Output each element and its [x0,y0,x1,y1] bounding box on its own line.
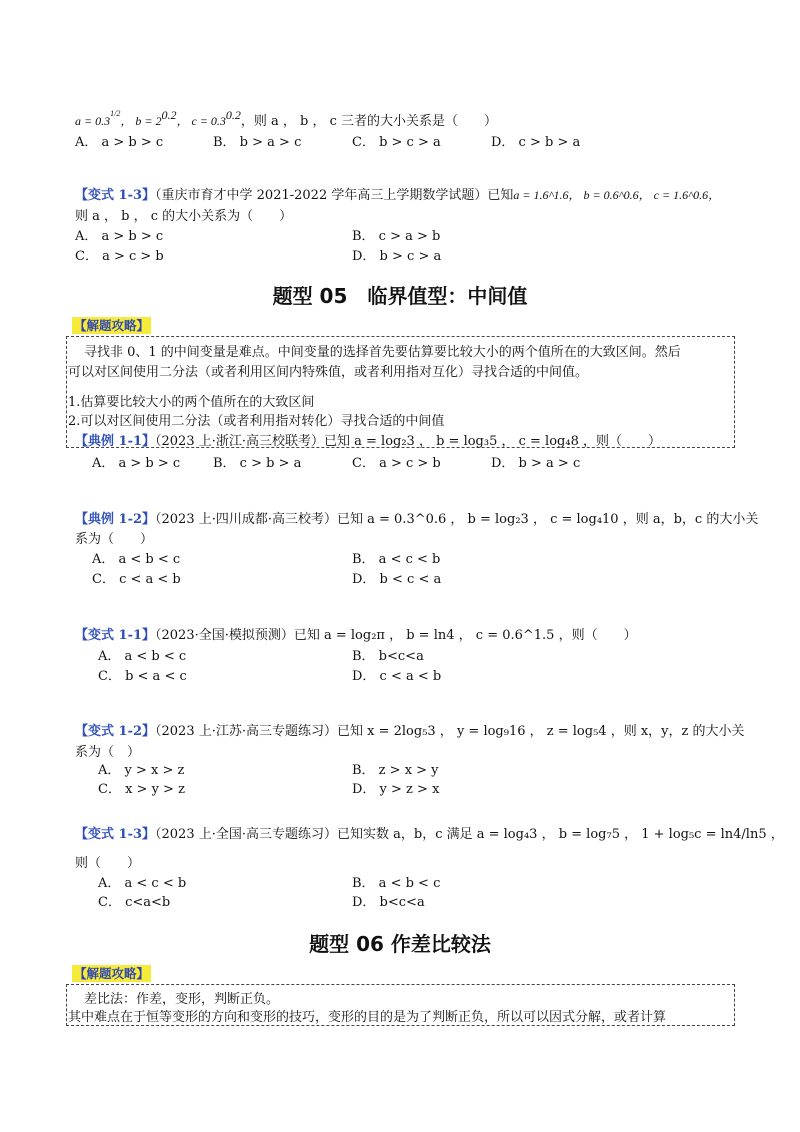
option-a: A． a < c < b [98,876,187,891]
question-line2: 则 a ， b ， c 的大小关系为（ ） [75,209,293,224]
variant-tag: 【变式 1-3】 [75,827,156,842]
strategy-line: 2.可以对区间使用二分法（或者利用指对转化）寻找合适的中间值 [68,414,445,429]
q1-a-exp: 1/2 [110,109,121,118]
option-b: B． c > b > a [213,456,302,471]
question-text: （2023·全国·模拟预测）已知 a = log₂π ， b = ln4 ， c = 0.6^1.5 ，则（ ） [155,628,637,643]
variant-tag: 【变式 1-1】 [75,628,156,643]
strategy-tag: 【解题攻略】 [74,318,150,333]
option-a: A． a > b > c [92,456,181,471]
variant-tag: 【变式 1-2】 [75,724,156,739]
option-a: A． a < b < c [98,649,187,664]
question-stem [75,184,720,203]
option-c: C． x > y > z [98,782,185,797]
variant-tag: 【变式 1-3】 [75,188,156,203]
option-a: A． a < b < c [92,552,181,567]
q1-tail: ，则 a ， b ， c 三者的大小关系是（ ） [240,114,498,129]
option-b: B． a < c < b [352,552,441,567]
option-d: D． b > c > a [352,249,442,264]
option-c: C． b < a < c [98,669,187,684]
question-expr: a = 1.6^1.6， b = 0.6^0.6， c = 1.6^0.6， [513,188,721,202]
strategy-tag: 【解题攻略】 [74,966,150,981]
strategy-line: 其中难点在于恒等变形的方向和变形的技巧，变形的目的是为了判断正负，所以可以因式分解，或者计算 [68,1010,667,1025]
option-d: D． b < c < a [352,572,442,587]
section-title: 题型 05 临界值型：中间值 [272,284,528,308]
option-b: B． z > x > y [352,763,439,778]
option-d: D． b > a > c [491,456,581,471]
option-c: C． c<a<b [98,895,171,910]
strategy-line: 差比法：作差，变形，判断正负。 [84,992,280,1007]
option-b: B． c > a > b [352,229,441,244]
question-line2: 系为（ ） [75,745,141,760]
question-line2: 则（ ） [75,856,141,871]
option-c: C． c < a < b [92,572,181,587]
question-text: （2023 上·全国·高三专题练习）已知实数 a，b，c 满足 a = log₄3 ， b = log₇5 ， 1 + log₅c = ln4/ln5 ， [155,827,784,842]
option-d: D． y > z > x [352,782,440,797]
option-d: D． b<c<a [352,895,425,910]
strategy-line: 1.估算要比较大小的两个值所在的大致区间 [68,395,315,410]
q1-c: ， c = 0.3 [176,114,226,128]
question-source: （重庆市育才中学 2021-2022 学年高三上学期数学试题）已知 [155,188,514,203]
question-stem [75,108,497,129]
question-stem [75,430,661,449]
question-stem [75,508,758,527]
section-title: 题型 06 作差比较法 [309,932,491,956]
option-c: C． b > c > a [352,135,441,150]
option-c: C． a > c > b [75,249,164,264]
example-tag: 【典例 1-1】 [75,434,156,449]
option-b: B． a < b < c [352,876,441,891]
question-text: （2023 上·浙江·高三校联考）已知 a = log₂3 ， b = log₃5 ， c = log₄8 ，则（ ） [155,434,661,449]
example-tag: 【典例 1-2】 [75,512,156,527]
q1-b: ， b = 2 [120,114,162,128]
option-d: D． c > b > a [491,135,581,150]
question-stem [75,720,745,739]
option-b: B． b > a > c [213,135,302,150]
strategy-line: 可以对区间使用二分法（或者利用区间内特殊值，或者利用指对互化）寻找合适的中间值。 [68,365,589,380]
q1-b-exp: 0.2 [161,108,177,122]
question-stem [75,823,784,842]
option-a: A． a > b > c [75,135,164,150]
q1-c-exp: 0.2 [225,108,241,122]
option-c: C． a > c > b [352,456,441,471]
option-d: D． c < a < b [352,669,442,684]
strategy-line: 寻找非 0、1 的中间变量是难点。中间变量的选择首先要估算要比较大小的两个值所在的大致区间。然后 [84,345,681,360]
option-a: A． y > x > z [98,763,185,778]
q1-a: a = 0.3 [75,114,111,128]
question-line2: 系为（ ） [75,532,154,547]
question-stem [75,624,637,643]
option-b: B． b<c<a [352,649,424,664]
option-a: A． a > b > c [75,229,164,244]
question-text: （2023 上·四川成都·高三校考）已知 a = 0.3^0.6 ， b = log₂3 ， c = log₄10 ，则 a，b，c 的大小关 [155,512,759,527]
question-text: （2023 上·江苏·高三专题练习）已知 x = 2log₅3 ， y = log₉16 ， z = log₅4 ，则 x，y，z 的大小关 [155,724,745,739]
